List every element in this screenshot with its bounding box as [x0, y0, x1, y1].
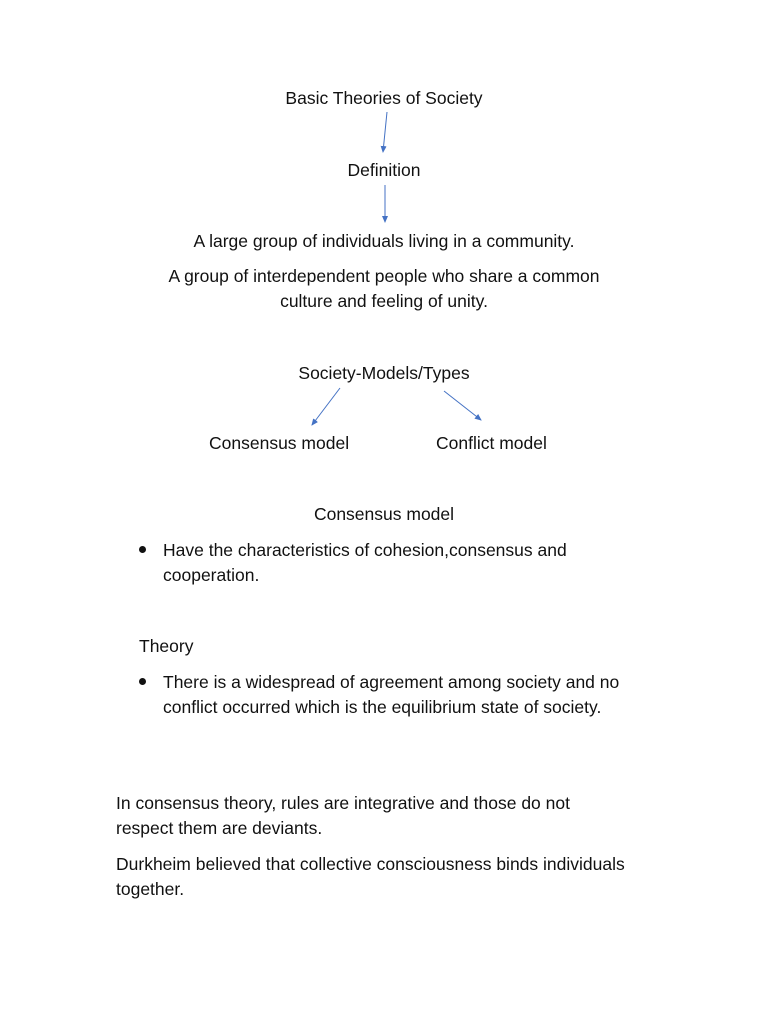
theory-heading: Theory: [139, 636, 194, 656]
consensus-heading: Consensus model: [313, 504, 455, 524]
paragraph-durkheim: Durkheim believed that collective consciousness binds individuals together.: [116, 854, 625, 899]
theory-bullet-text: There is a widespread of agreement among society and no conflict occurred which is the equilibrium state of society.: [163, 672, 620, 717]
definition-heading: Definition: [347, 160, 421, 180]
definition-line-2: A group of interdependent people who share a common culture and feeling of unity.: [168, 266, 600, 311]
bullet-icon: [139, 678, 146, 685]
conflict-model-label: Conflict model: [436, 433, 547, 453]
bullet-icon: [139, 546, 146, 553]
models-heading: Society-Models/Types: [298, 363, 470, 383]
arrow-icon: [444, 391, 481, 420]
consensus-model-label: Consensus model: [209, 433, 350, 453]
document-title: Basic Theories of Society: [285, 88, 483, 108]
definition-line-1: A large group of individuals living in a community.: [193, 231, 575, 251]
paragraph-consensus-theory: In consensus theory, rules are integrative and those do not respect them are deviants.: [116, 793, 570, 838]
consensus-bullet-text: Have the characteristics of cohesion,consensus and cooperation.: [163, 540, 567, 585]
arrow-icon: [383, 112, 387, 152]
arrow-icon: [312, 388, 340, 425]
